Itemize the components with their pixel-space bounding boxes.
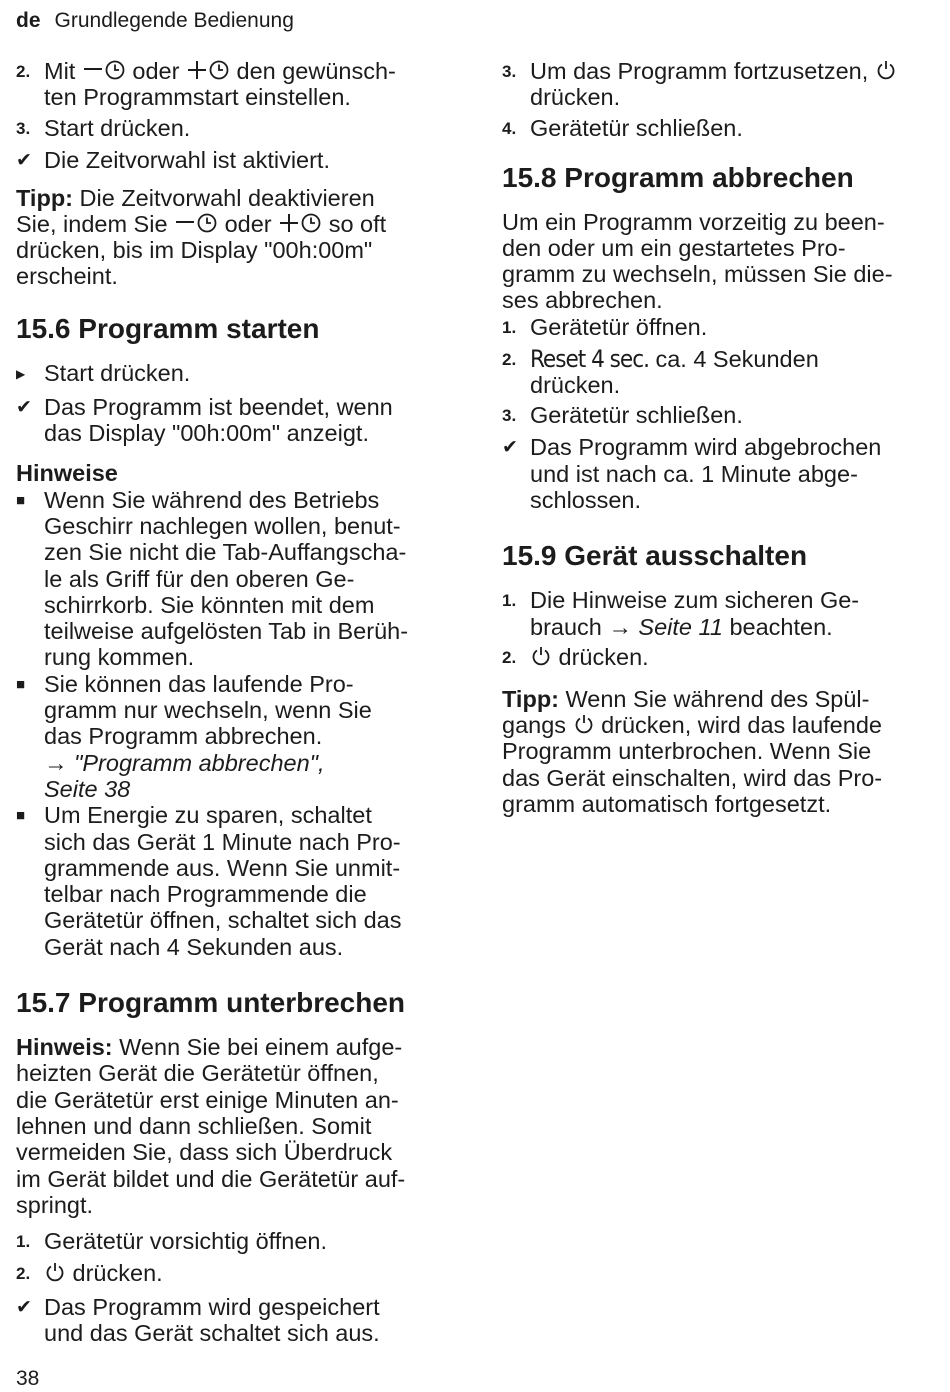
right-column	[502, 58, 932, 817]
step-3-start: 3. Start drücken.	[16, 114, 191, 141]
heading-15-7: 15.7 Programm unterbrechen	[16, 987, 406, 1019]
power-icon	[530, 645, 552, 667]
clock-icon	[196, 212, 218, 234]
clock-icon	[104, 59, 126, 81]
square-bullet-icon: ■	[16, 491, 26, 509]
plus-icon	[186, 61, 208, 81]
reset-key-label: Reset 4 sec.	[530, 344, 649, 373]
start-key-label: Start	[44, 359, 94, 386]
power-icon	[875, 59, 897, 81]
step-number: 2.	[16, 62, 31, 81]
step-2-time-select: 2. Mit oder den gewünsch- ten Programmstart einstellen.	[16, 58, 396, 111]
step-1-open-door: 1. Gerätetür öffnen.	[502, 313, 708, 340]
step-number: 1.	[502, 317, 517, 337]
heading-15-8: 15.8 Programm abbrechen	[502, 161, 854, 193]
tip-interrupt: Tipp: Wenn Sie während des Spül- gangs drücken, wird das laufende Programm unterbrochen. Wenn Sie das Gerät einschalten, wird das Pro- gramm automatisch fortgesetzt.	[502, 685, 883, 818]
heading-15-6: 15.6 Programm starten	[16, 312, 320, 344]
clock-icon	[300, 212, 322, 234]
page-header	[16, 6, 294, 36]
note-pressure: Hinweis: Wenn Sie bei einem aufge- heizten Gerät die Gerätetür öffnen, die Gerätetür erst einige Minuten an- lehnen und dann schließen. Somit vermeiden Sie, dass sich Überdruck im Gerät bildet und die Gerätetür auf- springt.	[16, 1034, 406, 1218]
check-icon: ✔	[16, 149, 32, 171]
step-2-reset: 2. Reset 4 sec. ca. 4 Sekunden drücken.	[502, 344, 819, 399]
minus-icon	[174, 214, 196, 234]
square-bullet-icon: ■	[16, 807, 26, 825]
action-start: ▶ Start drücken.	[16, 359, 191, 386]
step-number: 2.	[16, 1264, 31, 1284]
step-1-safety-notes: 1. Die Hinweise zum sicheren Ge- brauch → Seite 11 beachten.	[502, 587, 860, 640]
step-3-continue: 3. Um das Programm fortzusetzen, drücken.	[502, 58, 932, 111]
note-item: ■ Sie können das laufende Pro- gramm nur wechseln, wenn Sie das Programm abbrechen. → "Programm abbrechen", Seite 38	[16, 671, 448, 802]
step-number: 1.	[16, 1232, 31, 1252]
power-icon	[44, 1261, 66, 1283]
step-1-open-door: 1. Gerätetür vorsichtig öffnen.	[16, 1228, 328, 1255]
step-3-close-door: 3. Gerätetür schließen.	[502, 402, 743, 429]
arrow-icon: →	[608, 613, 632, 640]
cross-reference-link[interactable]: "Programm abbrechen",	[67, 749, 325, 776]
check-icon: ✔	[16, 1297, 32, 1319]
step-number: 3.	[16, 118, 31, 138]
square-bullet-icon: ■	[16, 675, 26, 693]
power-icon	[573, 713, 595, 735]
check-icon: ✔	[502, 437, 518, 459]
step-number: 4.	[502, 118, 517, 138]
step-number: 2.	[502, 647, 517, 667]
arrow-icon: →	[44, 749, 68, 776]
left-column	[16, 58, 448, 1347]
result-program-saved: ✔ Das Programm wird gespeichert und das Gerät schaltet sich aus.	[16, 1294, 380, 1347]
result-program-finished: ✔ Das Programm ist beendet, wenn das Display "00h:00m" anzeigt.	[16, 393, 393, 447]
clock-icon	[208, 59, 230, 81]
minus-icon	[82, 61, 104, 81]
step-number: 3.	[502, 62, 517, 81]
step-2-press-power: 2. drücken.	[502, 643, 649, 670]
plus-icon	[278, 214, 300, 234]
paragraph-cancel-intro: Um ein Programm vorzeitig zu been- den oder um ein gestartetes Pro- gramm zu wechseln, müssen Sie die- ses abbrechen.	[502, 208, 893, 314]
step-4-close-door: 4. Gerätetür schließen.	[502, 114, 743, 141]
language-code: de	[16, 9, 41, 32]
step-number: 3.	[502, 406, 517, 426]
page-number: 38	[16, 1367, 40, 1390]
triangle-bullet-icon: ▶	[16, 366, 26, 381]
start-key-label: Start	[44, 114, 94, 141]
note-item: ■ Wenn Sie während des Betriebs Geschirr nachlegen wollen, benut- zen Sie nicht die Tab-Auffangscha- le als Griff für den oberen Ge- schirrkorb. Sie könnten mit dem teilweise aufgelösten Tab in Berüh- rung kommen.	[16, 486, 409, 671]
section-title: Grundlegende Bedienung	[54, 9, 294, 32]
step-number: 2.	[502, 349, 517, 369]
step-2-press-power: 2. drücken.	[16, 1260, 163, 1287]
result-program-cancelled: ✔ Das Programm wird abgebrochen und ist nach ca. 1 Minute abge- schlossen.	[502, 434, 882, 513]
step-number: 1.	[502, 591, 517, 611]
result-delay-active: ✔ Die Zeitvorwahl ist aktiviert.	[16, 146, 330, 173]
cross-reference-link[interactable]: Seite 11	[631, 613, 723, 640]
tip-deactivate-delay: Tipp: Die Zeitvorwahl deaktivieren Sie, indem Sie oder so oft drücken, bis im Display "00h:00m" erscheint.	[16, 184, 387, 290]
notes-heading: Hinweise	[16, 460, 118, 487]
note-item: ■ Um Energie zu sparen, schaltet sich das Gerät 1 Minute nach Pro- grammende aus. Wenn Sie unmit- telbar nach Programmende die Gerätetür öffnen, schaltet sich das Gerät nach 4 Sekunden aus.	[16, 802, 402, 960]
check-icon: ✔	[16, 396, 32, 418]
heading-15-9: 15.9 Gerät ausschalten	[502, 540, 808, 572]
cross-reference-page[interactable]: Seite 38	[44, 775, 131, 802]
